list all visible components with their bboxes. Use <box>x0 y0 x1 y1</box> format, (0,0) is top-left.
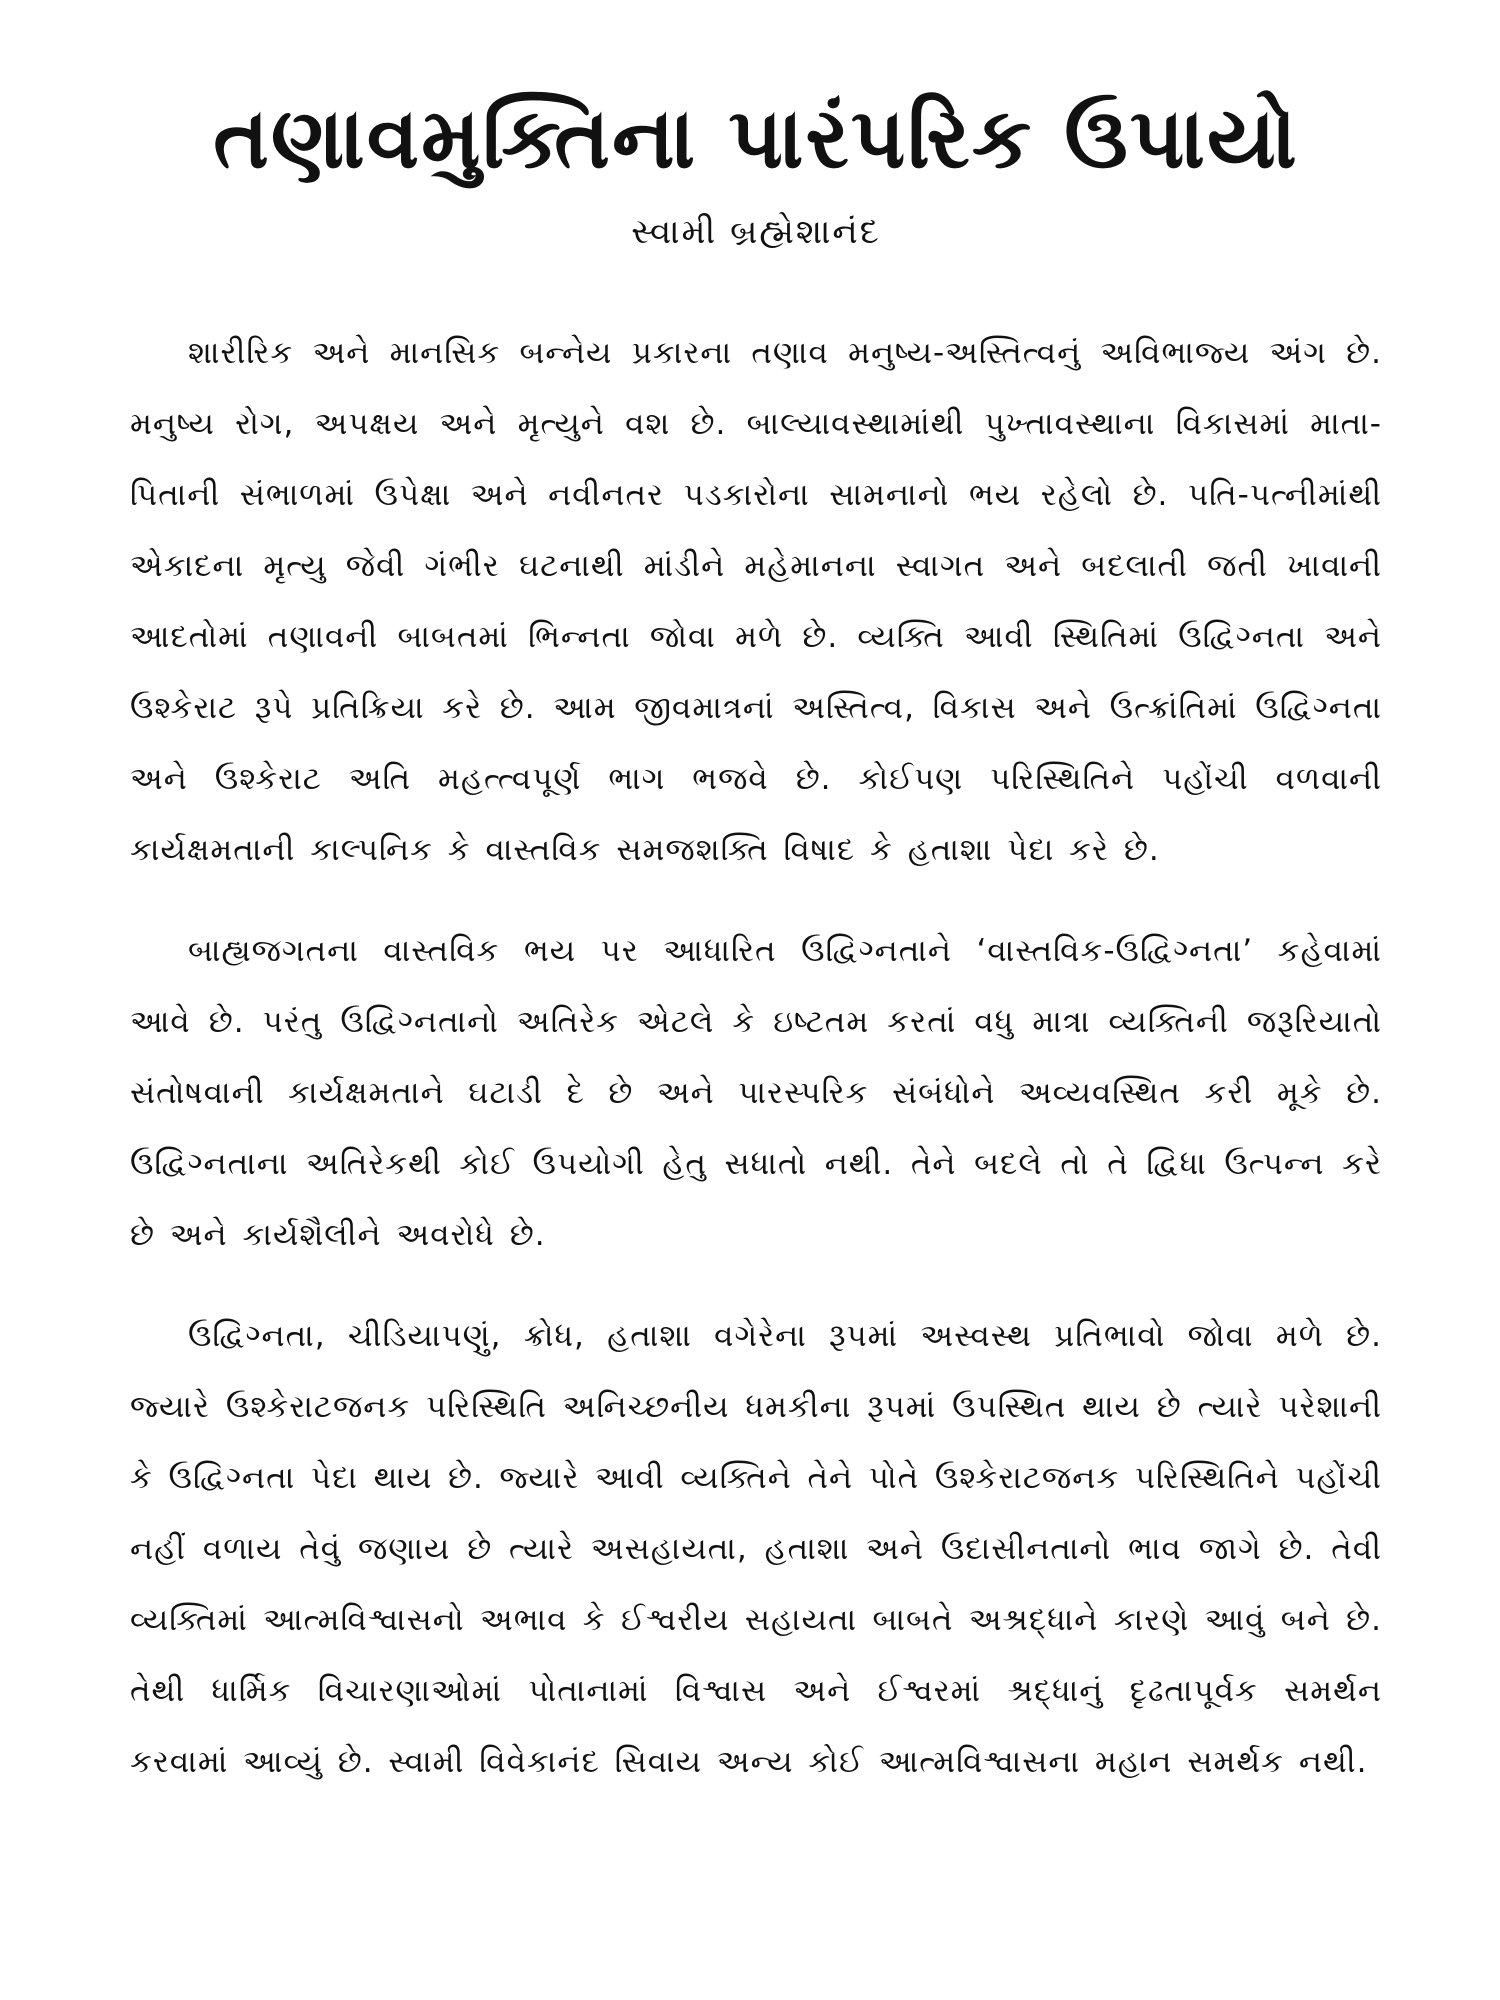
article-title: તણાવમુક્તિના પારંપરિક ઉપાયો <box>213 89 1299 187</box>
article-author: સ્વામી બ્રહ્મેશાનંદ <box>631 211 881 252</box>
paragraph-2: બાહ્યજગતના વાસ્તવિક ભય પર આધારિત ઉદ્વિગ્નતાને ‘વાસ્તવિક-ઉદ્વિગ્નતા’ કહેવામાં આવે છે. પરંતુ ઉદ્વિગ્નતાનો અતિરેક એટલે કે ઇષ્ટતમ કરતાં વધુ માત્રા વ્યક્તિની જરૂરિયાતો સંતોષવાની કાર્યક્ષમતાને ઘટાડી દે છે અને પારસ્પરિક સંબંધોને અવ્યવસ્થિત કરી મૂકે છે. ઉદ્વિગ્નતાના અતિરેકથી કોઈ ઉપયોગી હેતુ સધાતો નથી. તેને બદલે તો તે દ્વિધા ઉત્પન્ન કરે છે અને કાર્યશૈલીને અવરોધે છે. <box>130 933 1382 1254</box>
paragraph-3: ઉદ્વિગ્નતા, ચીડિયાપણું, ક્રોધ, હતાશા વગેરેના રૂપમાં અસ્વસ્થ પ્રતિભાવો જોવા મળે છે. જ્યારે ઉશ્કેરાટજનક પરિસ્થિતિ અનિચ્છનીય ધમકીના રૂપમાં ઉપસ્થિત થાય છે ત્યારે પરેશાની કે ઉદ્વિગ્નતા પેદા થાય છે. જ્યારે આવી વ્યક્તિને તેને પોતે ઉશ્કેરાટજનક પરિસ્થિતિને પહોંચી નહીં વળાય તેવું જણાય છે ત્યારે અસહાયતા, હતાશા અને ઉદાસીનતાનો ભાવ જાગે છે. તેવી વ્યક્તિમાં આત્મવિશ્વાસનો અભાવ કે ઈશ્વરીય સહાયતા બાબતે અશ્રદ્ધાને કારણે આવું બને છે. તેથી ધાર્મિક વિચારણાઓમાં પોતાનામાં વિશ્વાસ અને ઈશ્વરમાં શ્રદ્ધાનું દૃઢતાપૂર્વક સમર્થન કરવામાં આવ્યું છે. સ્વામી વિવેકાનંદ સિવાય અન્ય કોઈ આત્મવિશ્વાસના મહાન સમર્થક નથી. <box>130 1318 1382 1781</box>
article-body <box>130 318 1382 1798</box>
paragraph-1: શારીરિક અને માનસિક બન્નેય પ્રકારના તણાવ મનુષ્ય-અસ્તિત્વનું અવિભાજ્ય અંગ છે. મનુષ્ય રોગ, અપક્ષય અને મૃત્યુને વશ છે. બાલ્યાવસ્થામાંથી પુખ્તાવસ્થાના વિકાસમાં માતા-પિતાની સંભાળમાં ઉપેક્ષા અને નવીનતર પડકારોના સામનાનો ભય રહેલો છે. પતિ-પત્નીમાંથી એકાદના મૃત્યુ જેવી ગંભીર ઘટનાથી માંડીને મહેમાનના સ્વાગત અને બદલાતી જતી ખાવાની આદતોમાં તણાવની બાબતમાં ભિન્નતા જોવા મળે છે. વ્યક્તિ આવી સ્થિતિમાં ઉદ્વિગ્નતા અને ઉશ્કેરાટ રૂપે પ્રતિક્રિયા કરે છે. આમ જીવમાત્રનાં અસ્તિત્વ, વિકાસ અને ઉત્ક્રાંતિમાં ઉદ્વિગ્નતા અને ઉશ્કેરાટ અતિ મહત્ત્વપૂર્ણ ભાગ ભજવે છે. કોઈપણ પરિસ્થિતિને પહોંચી વળવાની કાર્યક્ષમતાની કાલ્પનિક કે વાસ્તવિક સમજશક્તિ વિષાદ કે હતાશા પેદા કરે છે. <box>130 335 1382 869</box>
